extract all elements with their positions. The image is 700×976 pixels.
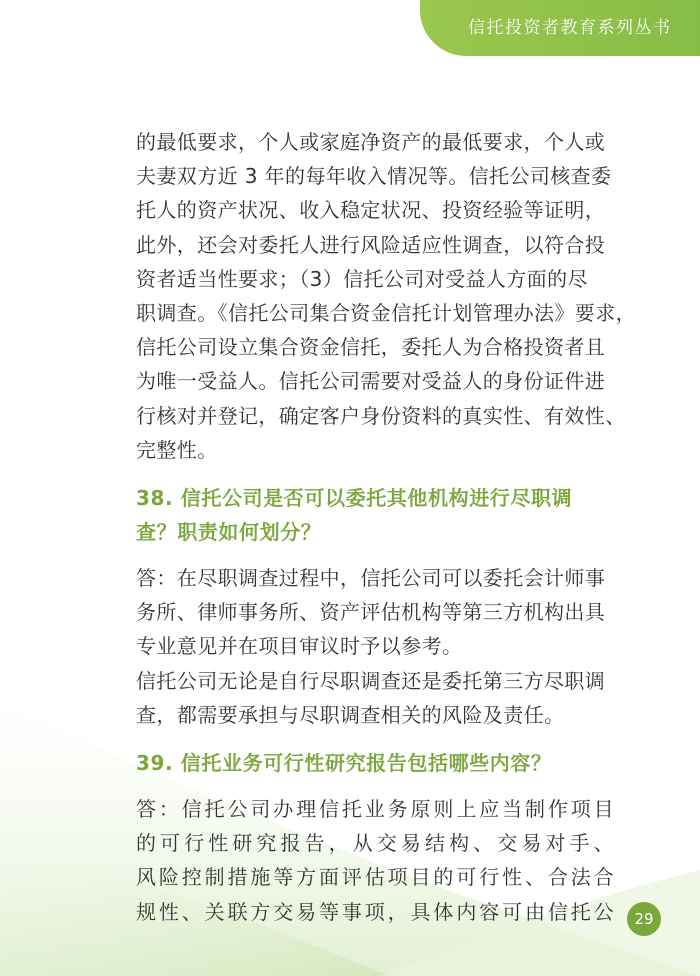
answer-39-paragraph-1: [136, 792, 614, 929]
heading-line: 39. 信托业务可行性研究报告包括哪些内容？: [136, 751, 552, 776]
text-line: 专业意见并在项目审议时予以参考。: [136, 634, 463, 659]
text-line: 行核对并登记，确定客户身份资料的真实性、有效性、: [136, 403, 626, 428]
text-line: 的可行性研究报告，从交易结构、交易对手、: [136, 831, 614, 856]
text-line: 为唯一受益人。信托公司需要对受益人的身份证件进: [136, 369, 606, 394]
text-line: 信托公司无论是自行尽职调查还是委托第三方尽职调: [136, 668, 606, 693]
text-line: 职调查。《信托公司集合资金信托计划管理办法》要求，: [136, 301, 636, 326]
intro-paragraph: [136, 125, 636, 467]
text-line: 的最低要求，个人或家庭净资产的最低要求，个人或: [136, 130, 606, 154]
text-line: 信托公司设立集合资金信托，委托人为合格投资者且: [136, 335, 606, 360]
heading-line: 查？职责如何划分？: [136, 520, 322, 545]
series-title: 信托投资者教育系列丛书: [468, 18, 672, 38]
text-line: 托人的资产状况、收入稳定状况、投资经验等证明，: [136, 198, 606, 223]
text-line: 此外，还会对委托人进行风险适应性调查，以符合投: [136, 232, 606, 257]
page-content: [136, 125, 636, 929]
answer-38-paragraph-1: [136, 561, 614, 664]
text-line: 务所、律师事务所、资产评估机构等第三方机构出具: [136, 600, 606, 625]
text-line: 完整性。: [136, 437, 218, 462]
page-number-badge: 29: [627, 902, 661, 936]
question-38-heading: [136, 481, 614, 549]
text-line: 风险控制措施等方面评估项目的可行性、合法合: [136, 865, 614, 890]
text-line: 夫妻双方近 3 年的每年收入情况等。信托公司核查委: [136, 164, 612, 189]
text-line: 查，都需要承担与尽职调查相关的风险及责任。: [136, 702, 565, 727]
heading-line: 38. 信托公司是否可以委托其他机构进行尽职调: [136, 486, 573, 511]
answer-38-paragraph-2: [136, 664, 614, 732]
question-39-heading: [136, 746, 614, 780]
text-line: 答：信托公司办理信托业务原则上应当制作项目: [136, 797, 614, 822]
text-line: 规性、关联方交易等事项，具体内容可由信托公: [136, 899, 614, 924]
text-line: 资者适当性要求；（3）信托公司对受益人方面的尽: [136, 266, 588, 291]
text-line: 答：在尽职调查过程中，信托公司可以委托会计师事: [136, 566, 606, 591]
